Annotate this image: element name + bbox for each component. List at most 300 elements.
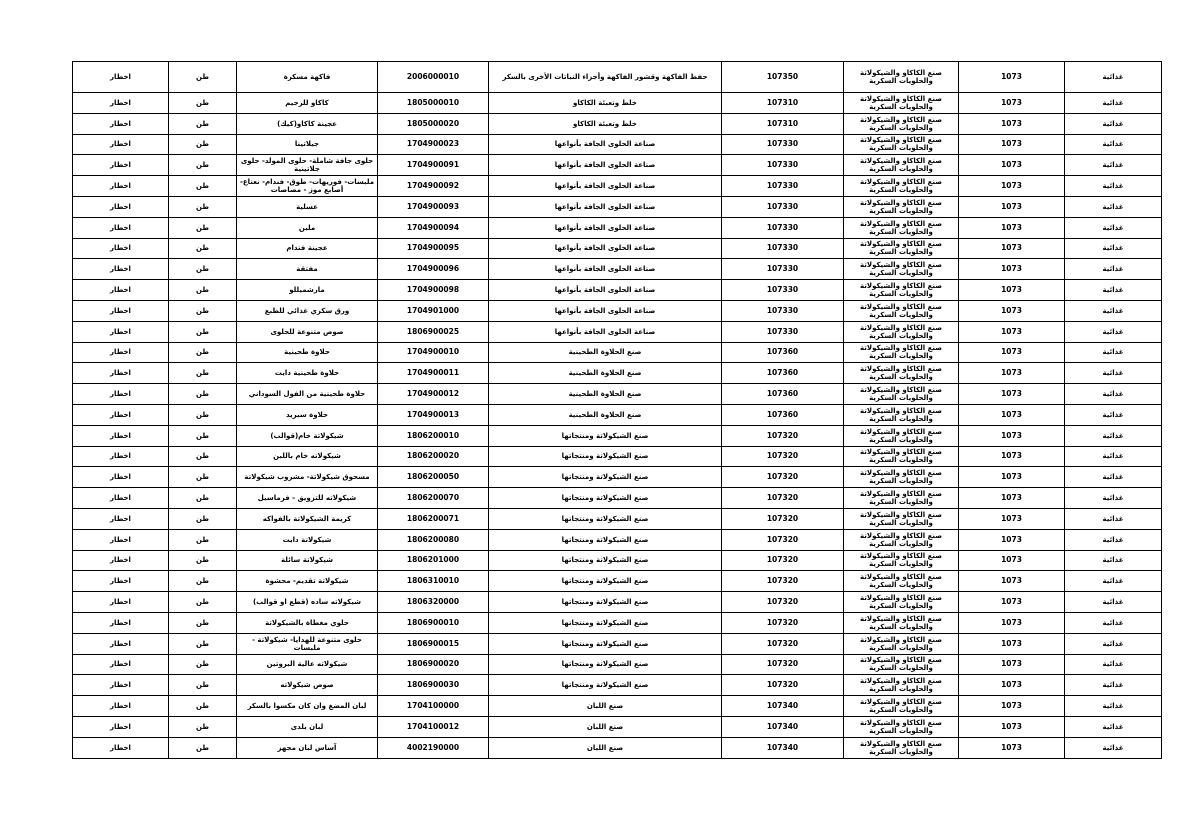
product-name-cell: حلاوة طحينية	[237, 342, 378, 363]
unit-cell: طن	[169, 446, 237, 467]
unit-cell: طن	[169, 571, 237, 592]
group-code-cell: 1073	[959, 321, 1065, 342]
unit-cell: طن	[169, 321, 237, 342]
activity-name-cell: صنع اللبان	[489, 716, 722, 737]
hs-code-cell: 1806900010	[378, 612, 489, 633]
activity-name-cell: صناعة الحلوى الجافة بأنواعها	[489, 196, 722, 217]
activity-code-cell: 107320	[722, 529, 844, 550]
sector-cell: غذائية	[1065, 425, 1162, 446]
activity-code-cell: 107320	[722, 425, 844, 446]
activity-code-cell: 107340	[722, 716, 844, 737]
table-row	[73, 716, 1162, 737]
activity-name-cell: صنع الشيكولاتة ومنتجاتها	[489, 529, 722, 550]
sector-cell: غذائية	[1065, 134, 1162, 155]
activity-code-cell: 107330	[722, 217, 844, 238]
table-row	[73, 737, 1162, 758]
unit-cell: طن	[169, 113, 237, 134]
sector-cell: غذائية	[1065, 259, 1162, 280]
hs-code-cell: 1704100012	[378, 716, 489, 737]
group-name-cell: صنع الكاكاو والشيكولاتة والحلويات السكرية	[844, 696, 959, 717]
table-row	[73, 654, 1162, 675]
hs-code-cell: 2006000010	[378, 62, 489, 93]
activity-name-cell: صنع الحلاوة الطحينية	[489, 404, 722, 425]
activity-name-cell: صنع الشيكولاتة ومنتجاتها	[489, 425, 722, 446]
note-cell: اخطار	[73, 508, 169, 529]
product-name-cell: لبان المضغ وان كان مكسوا بالسكر	[237, 696, 378, 717]
unit-cell: طن	[169, 508, 237, 529]
unit-cell: طن	[169, 488, 237, 509]
table-row	[73, 633, 1162, 654]
sector-cell: غذائية	[1065, 446, 1162, 467]
hs-code-cell: 1704900011	[378, 363, 489, 384]
sector-cell: غذائية	[1065, 238, 1162, 259]
note-cell: اخطار	[73, 737, 169, 758]
unit-cell: طن	[169, 612, 237, 633]
group-code-cell: 1073	[959, 384, 1065, 405]
group-name-cell: صنع الكاكاو والشيكولاتة والحلويات السكرية	[844, 633, 959, 654]
product-name-cell: عجينة كاكاو(كيك)	[237, 113, 378, 134]
group-code-cell: 1073	[959, 737, 1065, 758]
activity-name-cell: صنع الشيكولاتة ومنتجاتها	[489, 571, 722, 592]
sector-cell: غذائية	[1065, 633, 1162, 654]
note-cell: اخطار	[73, 696, 169, 717]
group-name-cell: صنع الكاكاو والشيكولاتة والحلويات السكرية	[844, 654, 959, 675]
activity-name-cell: صناعة الحلوى الجافة بأنواعها	[489, 155, 722, 176]
note-cell: اخطار	[73, 363, 169, 384]
group-code-cell: 1073	[959, 93, 1065, 114]
hs-code-cell: 1806200080	[378, 529, 489, 550]
note-cell: اخطار	[73, 321, 169, 342]
table-row	[73, 238, 1162, 259]
activity-name-cell: صنع الشيكولاتة ومنتجاتها	[489, 550, 722, 571]
sector-cell: غذائية	[1065, 550, 1162, 571]
hs-code-cell: 1806200010	[378, 425, 489, 446]
group-code-cell: 1073	[959, 404, 1065, 425]
note-cell: اخطار	[73, 592, 169, 613]
activity-name-cell: صناعة الحلوى الجافة بأنواعها	[489, 134, 722, 155]
group-name-cell: صنع الكاكاو والشيكولاتة والحلويات السكرية	[844, 675, 959, 696]
sector-cell: غذائية	[1065, 508, 1162, 529]
sector-cell: غذائية	[1065, 529, 1162, 550]
hs-code-cell: 1806900015	[378, 633, 489, 654]
table-row	[73, 675, 1162, 696]
group-code-cell: 1073	[959, 155, 1065, 176]
group-name-cell: صنع الكاكاو والشيكولاتة والحلويات السكرية	[844, 342, 959, 363]
activity-name-cell: صنع الشيكولاتة ومنتجاتها	[489, 612, 722, 633]
group-code-cell: 1073	[959, 280, 1065, 301]
unit-cell: طن	[169, 633, 237, 654]
hs-code-cell: 1704900092	[378, 176, 489, 197]
sector-cell: غذائية	[1065, 280, 1162, 301]
group-name-cell: صنع الكاكاو والشيكولاتة والحلويات السكرية	[844, 300, 959, 321]
group-name-cell: صنع الكاكاو والشيكولاتة والحلويات السكرية	[844, 363, 959, 384]
note-cell: اخطار	[73, 196, 169, 217]
group-name-cell: صنع الكاكاو والشيكولاتة والحلويات السكرية	[844, 384, 959, 405]
activity-name-cell: صنع الشيكولاتة ومنتجاتها	[489, 675, 722, 696]
activity-code-cell: 107320	[722, 508, 844, 529]
activity-code-cell: 107360	[722, 404, 844, 425]
group-name-cell: صنع الكاكاو والشيكولاتة والحلويات السكرية	[844, 155, 959, 176]
note-cell: اخطار	[73, 93, 169, 114]
activity-code-cell: 107330	[722, 176, 844, 197]
table-row	[73, 259, 1162, 280]
unit-cell: طن	[169, 384, 237, 405]
note-cell: اخطار	[73, 259, 169, 280]
product-name-cell: صوص متنوعة للحلوى	[237, 321, 378, 342]
product-name-cell: شيكولاتة تقديم- محشوة	[237, 571, 378, 592]
group-name-cell: صنع الكاكاو والشيكولاتة والحلويات السكرية	[844, 529, 959, 550]
hs-code-cell: 1806320000	[378, 592, 489, 613]
group-code-cell: 1073	[959, 196, 1065, 217]
note-cell: اخطار	[73, 217, 169, 238]
note-cell: اخطار	[73, 425, 169, 446]
hs-code-cell: 1806900025	[378, 321, 489, 342]
activity-code-cell: 107320	[722, 612, 844, 633]
activity-name-cell: صناعة الحلوى الجافة بأنواعها	[489, 238, 722, 259]
hs-code-cell: 1806200020	[378, 446, 489, 467]
sector-cell: غذائية	[1065, 113, 1162, 134]
table-row	[73, 550, 1162, 571]
sector-cell: غذائية	[1065, 155, 1162, 176]
table-row	[73, 592, 1162, 613]
unit-cell: طن	[169, 342, 237, 363]
hs-code-cell: 1805000010	[378, 93, 489, 114]
group-code-cell: 1073	[959, 62, 1065, 93]
activity-name-cell: صنع الحلاوة الطحينية	[489, 342, 722, 363]
activity-code-cell: 107330	[722, 259, 844, 280]
table-row	[73, 217, 1162, 238]
unit-cell: طن	[169, 696, 237, 717]
table-row	[73, 62, 1162, 93]
product-name-cell: كاكاو للرجيم	[237, 93, 378, 114]
group-code-cell: 1073	[959, 529, 1065, 550]
unit-cell: طن	[169, 217, 237, 238]
note-cell: اخطار	[73, 529, 169, 550]
group-code-cell: 1073	[959, 259, 1065, 280]
activity-name-cell: صناعة الحلوى الجافة بأنواعها	[489, 321, 722, 342]
hs-code-cell: 1704900013	[378, 404, 489, 425]
activity-code-cell: 107330	[722, 321, 844, 342]
product-name-cell: شيكولاته ساده (قطع او قوالب)	[237, 592, 378, 613]
product-name-cell: ملبن	[237, 217, 378, 238]
group-code-cell: 1073	[959, 592, 1065, 613]
note-cell: اخطار	[73, 675, 169, 696]
note-cell: اخطار	[73, 716, 169, 737]
product-name-cell: عجينة فندام	[237, 238, 378, 259]
product-name-cell: حلاوة طحينية دايت	[237, 363, 378, 384]
activity-code-cell: 107330	[722, 280, 844, 301]
hs-code-cell: 1806200070	[378, 488, 489, 509]
unit-cell: طن	[169, 93, 237, 114]
hs-code-cell: 1704901000	[378, 300, 489, 321]
note-cell: اخطار	[73, 280, 169, 301]
table-row	[73, 612, 1162, 633]
table-row	[73, 155, 1162, 176]
sector-cell: غذائية	[1065, 571, 1162, 592]
unit-cell: طن	[169, 737, 237, 758]
table-row	[73, 696, 1162, 717]
unit-cell: طن	[169, 675, 237, 696]
unit-cell: طن	[169, 654, 237, 675]
product-name-cell: مارشميللو	[237, 280, 378, 301]
sector-cell: غذائية	[1065, 737, 1162, 758]
activity-code-cell: 107330	[722, 155, 844, 176]
note-cell: اخطار	[73, 654, 169, 675]
group-name-cell: صنع الكاكاو والشيكولاتة والحلويات السكرية	[844, 716, 959, 737]
note-cell: اخطار	[73, 62, 169, 93]
activity-code-cell: 107320	[722, 571, 844, 592]
product-name-cell: ورق سكري غذائي للطبع	[237, 300, 378, 321]
unit-cell: طن	[169, 404, 237, 425]
unit-cell: طن	[169, 716, 237, 737]
group-code-cell: 1073	[959, 363, 1065, 384]
activity-name-cell: صنع اللبان	[489, 696, 722, 717]
product-name-cell: شيكولاتة دايت	[237, 529, 378, 550]
unit-cell: طن	[169, 550, 237, 571]
group-name-cell: صنع الكاكاو والشيكولاتة والحلويات السكرية	[844, 488, 959, 509]
sector-cell: غذائية	[1065, 384, 1162, 405]
table-row	[73, 571, 1162, 592]
unit-cell: طن	[169, 176, 237, 197]
note-cell: اخطار	[73, 488, 169, 509]
activity-code-cell: 107340	[722, 737, 844, 758]
table-row	[73, 176, 1162, 197]
activity-code-cell: 107330	[722, 300, 844, 321]
hs-code-cell: 1704900093	[378, 196, 489, 217]
activity-code-cell: 107320	[722, 675, 844, 696]
unit-cell: طن	[169, 134, 237, 155]
table-row	[73, 280, 1162, 301]
group-code-cell: 1073	[959, 425, 1065, 446]
activity-code-cell: 107320	[722, 550, 844, 571]
activity-code-cell: 107330	[722, 196, 844, 217]
activity-name-cell: صنع الشيكولاتة ومنتجاتها	[489, 467, 722, 488]
product-name-cell: شيكولاتة خام(قوالب)	[237, 425, 378, 446]
group-name-cell: صنع الكاكاو والشيكولاتة والحلويات السكرية	[844, 612, 959, 633]
table-row	[73, 384, 1162, 405]
activity-name-cell: خلط وتعبئة الكاكاو	[489, 113, 722, 134]
hs-code-cell: 1704900096	[378, 259, 489, 280]
product-name-cell: حلوى متنوعة للهدايا- شيكولاتة - ملبسات	[237, 633, 378, 654]
product-name-cell: حلوي مغطاة بالشيكولاتة	[237, 612, 378, 633]
hs-code-cell: 1806900030	[378, 675, 489, 696]
product-name-cell: شيكولاته عالية البروتين	[237, 654, 378, 675]
hs-code-cell: 1704900098	[378, 280, 489, 301]
activity-name-cell: صنع الشيكولاتة ومنتجاتها	[489, 488, 722, 509]
unit-cell: طن	[169, 529, 237, 550]
hs-code-cell: 1805000020	[378, 113, 489, 134]
hs-code-cell: 1806200050	[378, 467, 489, 488]
group-name-cell: صنع الكاكاو والشيكولاتة والحلويات السكرية	[844, 280, 959, 301]
product-name-cell: شيكولاته خام باللبن	[237, 446, 378, 467]
table-row	[73, 508, 1162, 529]
hs-code-cell: 1704900095	[378, 238, 489, 259]
note-cell: اخطار	[73, 238, 169, 259]
group-code-cell: 1073	[959, 508, 1065, 529]
activity-name-cell: صناعة الحلوى الجافة بأنواعها	[489, 300, 722, 321]
group-name-cell: صنع الكاكاو والشيكولاتة والحلويات السكرية	[844, 446, 959, 467]
product-name-cell: آساس لبان مجهز	[237, 737, 378, 758]
note-cell: اخطار	[73, 300, 169, 321]
group-code-cell: 1073	[959, 134, 1065, 155]
sector-cell: غذائية	[1065, 176, 1162, 197]
table-row	[73, 404, 1162, 425]
product-name-cell: صوص شيكولاته	[237, 675, 378, 696]
unit-cell: طن	[169, 592, 237, 613]
hs-code-cell: 1806200071	[378, 508, 489, 529]
products-table	[72, 61, 1162, 759]
hs-code-cell: 1806201000	[378, 550, 489, 571]
group-code-cell: 1073	[959, 571, 1065, 592]
group-code-cell: 1073	[959, 488, 1065, 509]
activity-name-cell: صنع الشيكولاتة ومنتجاتها	[489, 654, 722, 675]
note-cell: اخطار	[73, 342, 169, 363]
group-name-cell: صنع الكاكاو والشيكولاتة والحلويات السكرية	[844, 217, 959, 238]
group-name-cell: صنع الكاكاو والشيكولاتة والحلويات السكرية	[844, 113, 959, 134]
group-name-cell: صنع الكاكاو والشيكولاتة والحلويات السكرية	[844, 425, 959, 446]
table-row	[73, 321, 1162, 342]
sector-cell: غذائية	[1065, 488, 1162, 509]
group-name-cell: صنع الكاكاو والشيكولاتة والحلويات السكرية	[844, 176, 959, 197]
sector-cell: غذائية	[1065, 342, 1162, 363]
table-row	[73, 467, 1162, 488]
sector-cell: غذائية	[1065, 592, 1162, 613]
hs-code-cell: 1704900091	[378, 155, 489, 176]
activity-code-cell: 107350	[722, 62, 844, 93]
unit-cell: طن	[169, 425, 237, 446]
sector-cell: غذائية	[1065, 363, 1162, 384]
table-row	[73, 488, 1162, 509]
group-code-cell: 1073	[959, 113, 1065, 134]
hs-code-cell: 1704900012	[378, 384, 489, 405]
group-name-cell: صنع الكاكاو والشيكولاتة والحلويات السكرية	[844, 467, 959, 488]
activity-name-cell: صنع الشيكولاتة ومنتجاتها	[489, 592, 722, 613]
unit-cell: طن	[169, 238, 237, 259]
table-body	[73, 62, 1162, 759]
sector-cell: غذائية	[1065, 696, 1162, 717]
product-name-cell: ملبسات- فوريهات- طوق- فندام- نعناع- أصابع موز - مصاصات	[237, 176, 378, 197]
note-cell: اخطار	[73, 550, 169, 571]
unit-cell: طن	[169, 62, 237, 93]
activity-code-cell: 107330	[722, 134, 844, 155]
sector-cell: غذائية	[1065, 654, 1162, 675]
unit-cell: طن	[169, 259, 237, 280]
activity-code-cell: 107330	[722, 238, 844, 259]
activity-code-cell: 107320	[722, 488, 844, 509]
group-code-cell: 1073	[959, 446, 1065, 467]
product-name-cell: شيكولاته للتزويق - فرماسيل	[237, 488, 378, 509]
activity-name-cell: صنع الحلاوة الطحينية	[489, 384, 722, 405]
note-cell: اخطار	[73, 612, 169, 633]
activity-code-cell: 107320	[722, 467, 844, 488]
group-code-cell: 1073	[959, 176, 1065, 197]
group-name-cell: صنع الكاكاو والشيكولاتة والحلويات السكرية	[844, 134, 959, 155]
unit-cell: طن	[169, 300, 237, 321]
product-name-cell: عسلية	[237, 196, 378, 217]
sector-cell: غذائية	[1065, 716, 1162, 737]
group-code-cell: 1073	[959, 716, 1065, 737]
note-cell: اخطار	[73, 633, 169, 654]
table-row	[73, 529, 1162, 550]
sector-cell: غذائية	[1065, 675, 1162, 696]
table-row	[73, 446, 1162, 467]
sector-cell: غذائية	[1065, 321, 1162, 342]
activity-name-cell: صنع الشيكولاتة ومنتجاتها	[489, 446, 722, 467]
unit-cell: طن	[169, 155, 237, 176]
note-cell: اخطار	[73, 155, 169, 176]
hs-code-cell: 1704900094	[378, 217, 489, 238]
table-row	[73, 93, 1162, 114]
sector-cell: غذائية	[1065, 300, 1162, 321]
hs-code-cell: 1806310010	[378, 571, 489, 592]
unit-cell: طن	[169, 363, 237, 384]
sector-cell: غذائية	[1065, 196, 1162, 217]
group-name-cell: صنع الكاكاو والشيكولاتة والحلويات السكرية	[844, 404, 959, 425]
group-code-cell: 1073	[959, 654, 1065, 675]
activity-code-cell: 107310	[722, 113, 844, 134]
activity-code-cell: 107320	[722, 633, 844, 654]
product-name-cell: حلاوة طحينية من الفول السوداني	[237, 384, 378, 405]
sector-cell: غذائية	[1065, 217, 1162, 238]
note-cell: اخطار	[73, 113, 169, 134]
table-row	[73, 134, 1162, 155]
activity-name-cell: صناعة الحلوى الجافة بأنواعها	[489, 176, 722, 197]
table-row	[73, 300, 1162, 321]
activity-code-cell: 107360	[722, 384, 844, 405]
note-cell: اخطار	[73, 384, 169, 405]
unit-cell: طن	[169, 280, 237, 301]
note-cell: اخطار	[73, 467, 169, 488]
activity-name-cell: صنع الشيكولاتة ومنتجاتها	[489, 508, 722, 529]
activity-name-cell: صناعة الحلوى الجافة بأنواعها	[489, 259, 722, 280]
group-name-cell: صنع الكاكاو والشيكولاتة والحلويات السكرية	[844, 259, 959, 280]
product-name-cell: حلوى جافة شاملة- حلوى المولد- حلوى جلاتينية	[237, 155, 378, 176]
product-name-cell: لبان بلدى	[237, 716, 378, 737]
sector-cell: غذائية	[1065, 93, 1162, 114]
activity-name-cell: صناعة الحلوى الجافة بأنواعها	[489, 280, 722, 301]
group-code-cell: 1073	[959, 300, 1065, 321]
table-row	[73, 113, 1162, 134]
group-code-cell: 1073	[959, 696, 1065, 717]
sector-cell: غذائية	[1065, 612, 1162, 633]
note-cell: اخطار	[73, 176, 169, 197]
group-code-cell: 1073	[959, 633, 1065, 654]
group-name-cell: صنع الكاكاو والشيكولاتة والحلويات السكرية	[844, 62, 959, 93]
activity-name-cell: صناعة الحلوى الجافة بأنواعها	[489, 217, 722, 238]
activity-code-cell: 107320	[722, 654, 844, 675]
activity-name-cell: صنع الشيكولاتة ومنتجاتها	[489, 633, 722, 654]
hs-code-cell: 1704900023	[378, 134, 489, 155]
activity-name-cell: خلط وتعبئة الكاكاو	[489, 93, 722, 114]
group-name-cell: صنع الكاكاو والشيكولاتة والحلويات السكرية	[844, 550, 959, 571]
hs-code-cell: 1704900010	[378, 342, 489, 363]
sector-cell: غذائية	[1065, 467, 1162, 488]
group-name-cell: صنع الكاكاو والشيكولاتة والحلويات السكرية	[844, 571, 959, 592]
note-cell: اخطار	[73, 571, 169, 592]
group-code-cell: 1073	[959, 612, 1065, 633]
activity-code-cell: 107310	[722, 93, 844, 114]
group-code-cell: 1073	[959, 550, 1065, 571]
table-row	[73, 342, 1162, 363]
activity-name-cell: حفظ الفاكهة وقشور الفاكهة وأجزاء النباتات الأخرى بالسكر	[489, 62, 722, 93]
note-cell: اخطار	[73, 134, 169, 155]
product-name-cell: حلاوة سبريد	[237, 404, 378, 425]
group-name-cell: صنع الكاكاو والشيكولاتة والحلويات السكرية	[844, 196, 959, 217]
hs-code-cell: 1704100000	[378, 696, 489, 717]
note-cell: اخطار	[73, 404, 169, 425]
activity-name-cell: صنع اللبان	[489, 737, 722, 758]
product-name-cell: شيكولاتة سائلة	[237, 550, 378, 571]
